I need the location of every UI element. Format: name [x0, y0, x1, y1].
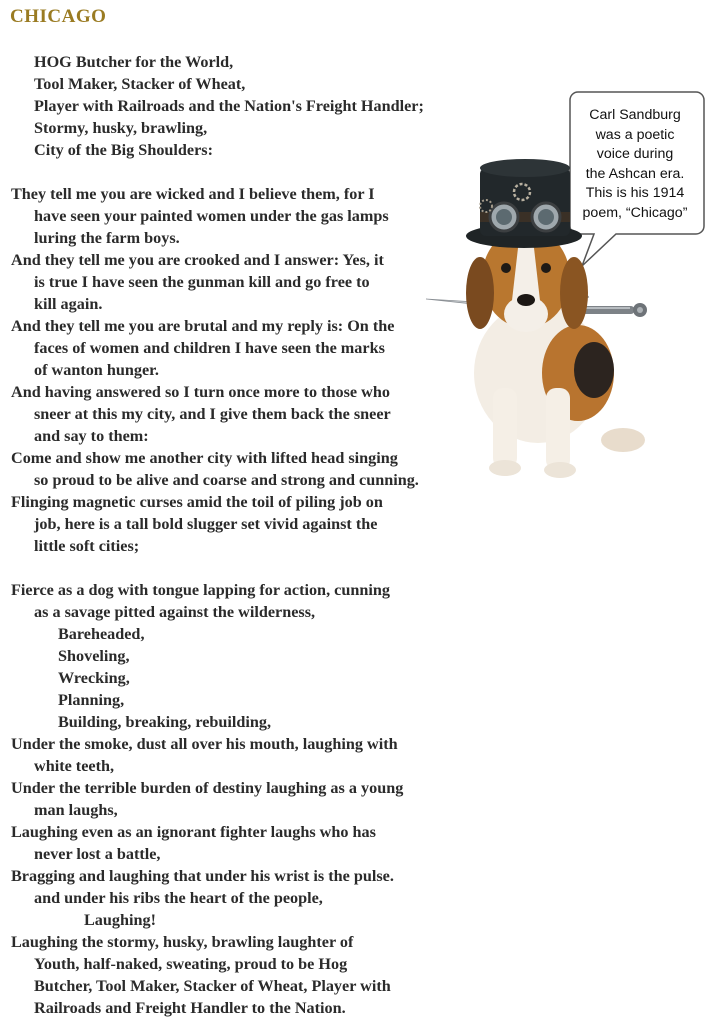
- top-hat-icon: [466, 159, 582, 248]
- poem-line: And they tell me you are crooked and I answer: Yes, it: [11, 251, 384, 269]
- poem-line: as a savage pitted against the wilderness,: [34, 603, 316, 621]
- poem-line: Bareheaded,: [58, 625, 145, 643]
- poem-line: Tool Maker, Stacker of Wheat,: [34, 75, 246, 93]
- beagle-icon: [466, 228, 645, 478]
- callout-line: voice during: [596, 146, 674, 162]
- callout-line: the Ashcan era.: [585, 165, 685, 182]
- poem-line: Fierce as a dog with tongue lapping for action, cunning: [11, 581, 390, 599]
- poem-line: And they tell me you are brutal and my reply is: On the: [11, 317, 395, 335]
- callout-line: This is his 1914: [585, 185, 685, 201]
- poem-line: Butcher, Tool Maker, Stacker of Wheat, Player with: [34, 977, 391, 995]
- callout-line: Carl Sandburg: [589, 107, 681, 123]
- callout-line: was a poetic: [595, 126, 675, 143]
- poem-line: Laughing the stormy, husky, brawling laughter of: [11, 933, 354, 951]
- poem-line: Railroads and Freight Handler to the Nation.: [34, 999, 346, 1017]
- poem-line: sneer at this my city, and I give them back the sneer: [34, 405, 391, 423]
- poem-line: Stormy, husky, brawling,: [34, 119, 208, 137]
- poem-line: faces of women and children I have seen the marks: [34, 339, 385, 357]
- poem-line: Bragging and laughing that under his wrist is the pulse.: [11, 867, 394, 885]
- poem-line: of wanton hunger.: [34, 361, 159, 379]
- poem-line: Come and show me another city with lifted head singing: [11, 449, 398, 467]
- poem-line: and say to them:: [34, 427, 149, 445]
- poem-line: little soft cities;: [34, 537, 140, 555]
- poem-line: Under the smoke, dust all over his mouth, laughing with: [11, 735, 398, 753]
- poem-line: so proud to be alive and coarse and strong and cunning.: [34, 471, 419, 489]
- poem-line: Under the terrible burden of destiny laughing as a young: [11, 779, 404, 797]
- poem-line: and under his ribs the heart of the people,: [34, 889, 323, 907]
- poem-line: Player with Railroads and the Nation's Freight Handler;: [34, 97, 424, 115]
- poem-line: is true I have seen the gunman kill and go free to: [34, 273, 370, 291]
- poem-line: Laughing!: [84, 911, 156, 929]
- poem-line: City of the Big Shoulders:: [34, 141, 213, 159]
- poem-line: Laughing even as an ignorant fighter laughs who has: [11, 823, 376, 841]
- poem-line: never lost a battle,: [34, 845, 161, 863]
- poem-line: Shoveling,: [58, 647, 130, 665]
- poem-line: HOG Butcher for the World,: [34, 53, 234, 71]
- poem-line: Building, breaking, rebuilding,: [58, 713, 272, 731]
- poem-line: And having answered so I turn once more to those who: [11, 383, 390, 401]
- poem-line: have seen your painted women under the gas lamps: [34, 207, 389, 225]
- poem-line: job, here is a tall bold slugger set vivid against the: [34, 515, 378, 533]
- poem-line: Youth, half-naked, sweating, proud to be Hog: [34, 955, 348, 973]
- poem-line: kill again.: [34, 295, 103, 313]
- poem-line: man laughs,: [34, 801, 118, 819]
- poem-line: Planning,: [58, 691, 125, 709]
- poem-line: luring the farm boys.: [34, 229, 180, 247]
- poem-line: Wrecking,: [58, 669, 130, 687]
- poem-line: Flinging magnetic curses amid the toil of piling job on: [11, 493, 383, 511]
- callout-text: [569, 106, 701, 223]
- poem-line: They tell me you are wicked and I believe them, for I: [11, 185, 375, 203]
- callout-line: poem, “Chicago”: [582, 204, 688, 221]
- poem-title: CHICAGO: [10, 6, 107, 27]
- poem-line: white teeth,: [34, 757, 115, 775]
